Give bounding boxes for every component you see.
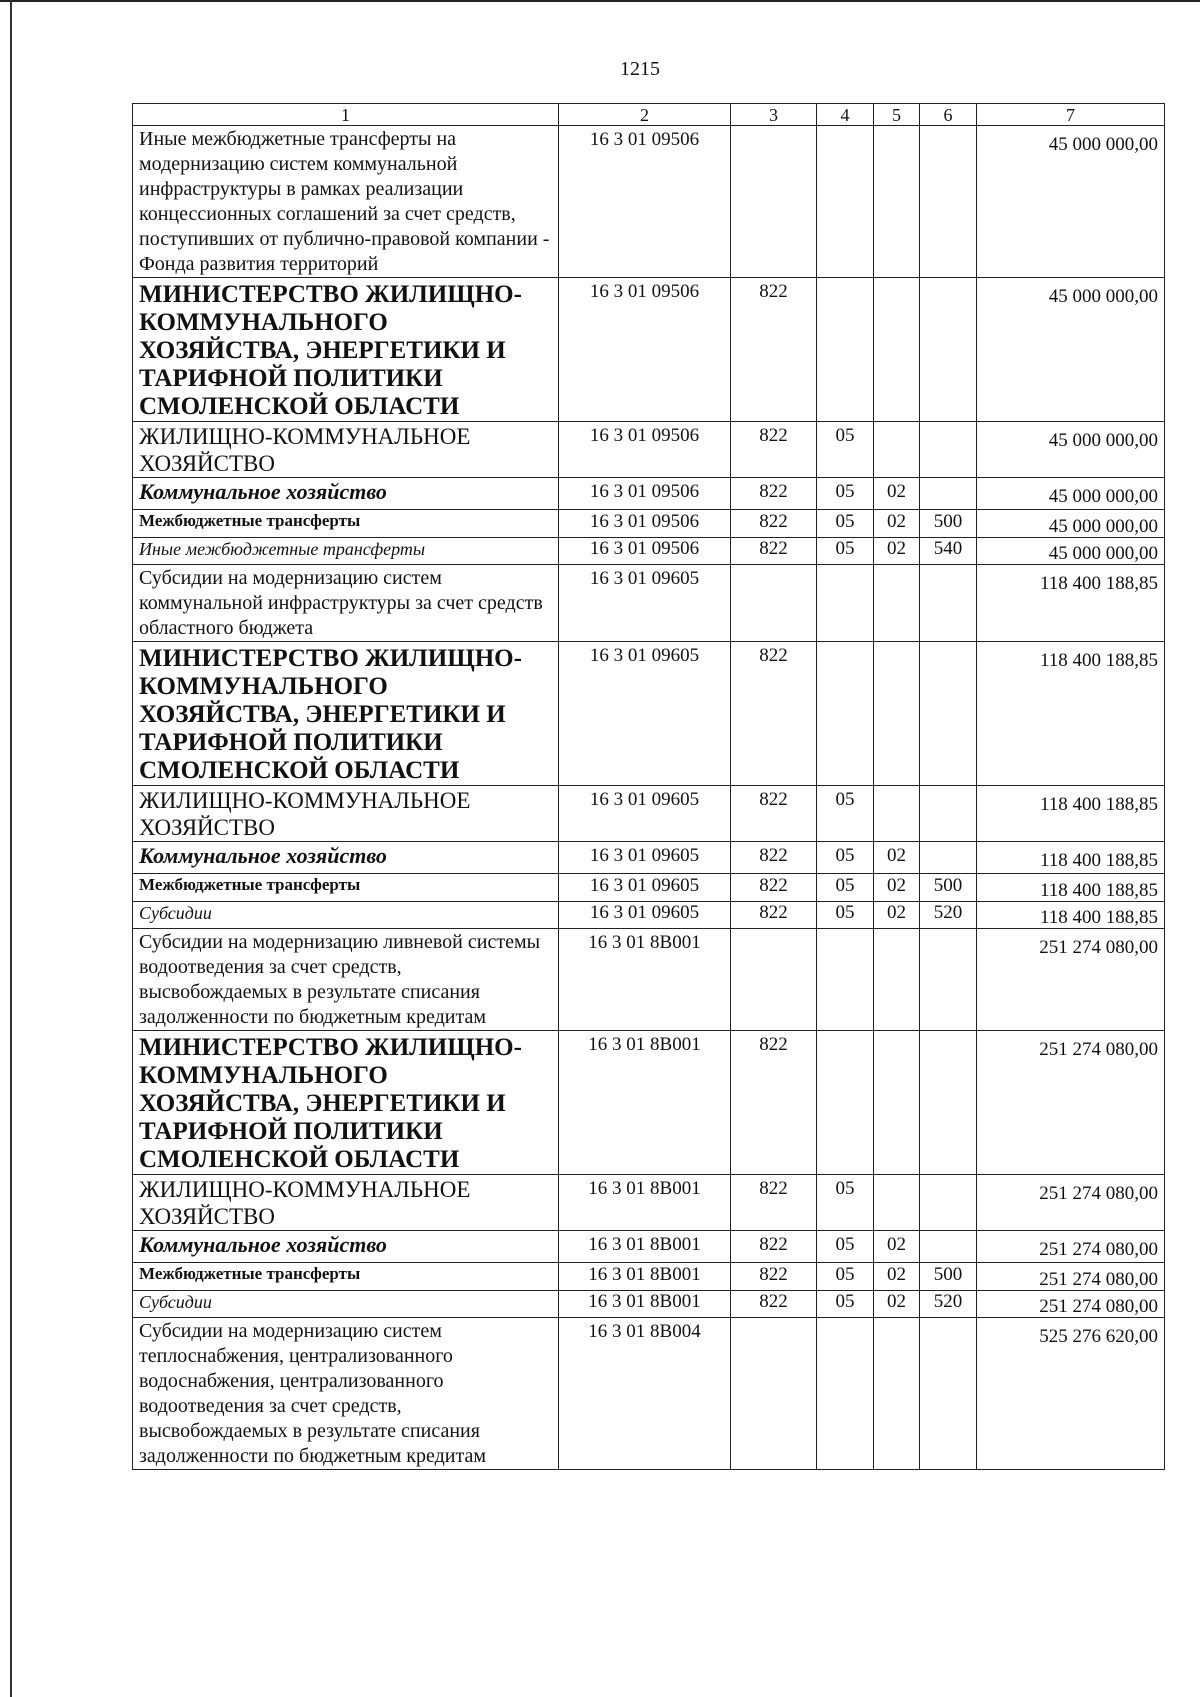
amount-cell: 45 000 000,00: [977, 126, 1165, 278]
row-name-cell: Субсидии на модернизацию ливневой системы водоотведения за счет средств, высвобождаемых в результате списания задолженности по бюджетным кредитам: [133, 929, 559, 1031]
page-number: 1215: [620, 58, 660, 80]
row-name-cell: Субсидии на модернизацию систем теплоснабжения, централизованного водоснабжения, централизованного водоотведения за счет средств, высвобождаемых в результате списания задолженности по бюджетным кредитам: [133, 1318, 559, 1470]
target-code-cell: 16 3 01 8В001: [559, 1291, 731, 1318]
subsection-code-cell: 02: [874, 1291, 920, 1318]
subsection-code-cell: 02: [874, 874, 920, 902]
ministry-code-cell: 822: [731, 1291, 817, 1318]
section-code-cell: [817, 929, 874, 1031]
ministry-code-cell: 822: [731, 510, 817, 538]
section-code-cell: [817, 565, 874, 642]
table-row: [133, 565, 1165, 642]
table-row: [133, 510, 1165, 538]
section-code-cell: [817, 1318, 874, 1470]
row-name-cell: Межбюджетные трансферты: [133, 510, 559, 538]
table-row: [133, 929, 1165, 1031]
subsection-code-cell: [874, 278, 920, 422]
row-name-cell: ЖИЛИЩНО-КОММУНАЛЬНОЕ ХОЗЯЙСТВО: [133, 1175, 559, 1231]
subsection-code-cell: 02: [874, 478, 920, 510]
subsection-code-cell: 02: [874, 510, 920, 538]
amount-cell: 118 400 188,85: [977, 786, 1165, 842]
column-header: 4: [817, 104, 874, 126]
column-header: 2: [559, 104, 731, 126]
ministry-code-cell: 822: [731, 1175, 817, 1231]
subsection-code-cell: [874, 126, 920, 278]
table-header-row: [133, 104, 1165, 126]
ministry-code-cell: 822: [731, 902, 817, 929]
ministry-code-cell: 822: [731, 642, 817, 786]
table-row: [133, 842, 1165, 874]
amount-cell: 118 400 188,85: [977, 642, 1165, 786]
table-row: [133, 786, 1165, 842]
amount-cell: 45 000 000,00: [977, 422, 1165, 478]
row-name-cell: МИНИСТЕРСТВО ЖИЛИЩНО-КОММУНАЛЬНОГО ХОЗЯЙСТВА, ЭНЕРГЕТИКИ И ТАРИФНОЙ ПОЛИТИКИ СМОЛЕНСКОЙ ОБЛАСТИ: [133, 642, 559, 786]
target-code-cell: 16 3 01 09605: [559, 565, 731, 642]
row-name-cell: Субсидии: [133, 902, 559, 929]
target-code-cell: 16 3 01 09506: [559, 126, 731, 278]
subsection-code-cell: [874, 929, 920, 1031]
subsection-code-cell: 02: [874, 1231, 920, 1263]
target-code-cell: 16 3 01 09506: [559, 478, 731, 510]
target-code-cell: 16 3 01 09506: [559, 538, 731, 565]
amount-cell: 45 000 000,00: [977, 538, 1165, 565]
expense-type-cell: [920, 786, 977, 842]
row-name-cell: Коммунальное хозяйство: [133, 478, 559, 510]
section-code-cell: 05: [817, 786, 874, 842]
ministry-code-cell: [731, 126, 817, 278]
subsection-code-cell: [874, 1318, 920, 1470]
expense-type-cell: [920, 842, 977, 874]
table-row: [133, 874, 1165, 902]
section-code-cell: 05: [817, 874, 874, 902]
row-name-cell: Иные межбюджетные трансферты на модернизацию систем коммунальной инфраструктуры в рамках реализации концессионных соглашений за счет средств, поступивших от публично-правовой компании - Фонда развития территорий: [133, 126, 559, 278]
amount-cell: 251 274 080,00: [977, 1175, 1165, 1231]
ministry-code-cell: [731, 929, 817, 1031]
subsection-code-cell: [874, 422, 920, 478]
amount-cell: 251 274 080,00: [977, 1231, 1165, 1263]
target-code-cell: 16 3 01 8В001: [559, 1231, 731, 1263]
column-header: 3: [731, 104, 817, 126]
expense-type-cell: [920, 1318, 977, 1470]
target-code-cell: 16 3 01 09506: [559, 510, 731, 538]
ministry-code-cell: 822: [731, 1231, 817, 1263]
section-code-cell: 05: [817, 1231, 874, 1263]
table-row: [133, 1318, 1165, 1470]
subsection-code-cell: [874, 1175, 920, 1231]
expense-type-cell: [920, 642, 977, 786]
section-code-cell: [817, 126, 874, 278]
amount-cell: 45 000 000,00: [977, 478, 1165, 510]
target-code-cell: 16 3 01 09506: [559, 422, 731, 478]
target-code-cell: 16 3 01 09605: [559, 842, 731, 874]
section-code-cell: 05: [817, 902, 874, 929]
section-code-cell: [817, 278, 874, 422]
ministry-code-cell: 822: [731, 842, 817, 874]
target-code-cell: 16 3 01 8В004: [559, 1318, 731, 1470]
amount-cell: 525 276 620,00: [977, 1318, 1165, 1470]
section-code-cell: 05: [817, 538, 874, 565]
target-code-cell: 16 3 01 09605: [559, 642, 731, 786]
ministry-code-cell: 822: [731, 538, 817, 565]
table-row: [133, 902, 1165, 929]
table-row: [133, 478, 1165, 510]
row-name-cell: Иные межбюджетные трансферты: [133, 538, 559, 565]
amount-cell: 251 274 080,00: [977, 1263, 1165, 1291]
target-code-cell: 16 3 01 09605: [559, 874, 731, 902]
column-header: 1: [133, 104, 559, 126]
amount-cell: 45 000 000,00: [977, 510, 1165, 538]
target-code-cell: 16 3 01 8В001: [559, 1031, 731, 1175]
table-row: [133, 126, 1165, 278]
subsection-code-cell: [874, 642, 920, 786]
row-name-cell: ЖИЛИЩНО-КОММУНАЛЬНОЕ ХОЗЯЙСТВО: [133, 786, 559, 842]
row-name-cell: ЖИЛИЩНО-КОММУНАЛЬНОЕ ХОЗЯЙСТВО: [133, 422, 559, 478]
ministry-code-cell: 822: [731, 1263, 817, 1291]
expense-type-cell: [920, 126, 977, 278]
table-row: [133, 1291, 1165, 1318]
section-code-cell: [817, 1031, 874, 1175]
ministry-code-cell: [731, 1318, 817, 1470]
expense-type-cell: [920, 1175, 977, 1231]
scan-border-top: [0, 0, 1200, 2]
subsection-code-cell: [874, 786, 920, 842]
amount-cell: 251 274 080,00: [977, 929, 1165, 1031]
target-code-cell: 16 3 01 8В001: [559, 929, 731, 1031]
row-name-cell: Субсидии: [133, 1291, 559, 1318]
table-row: [133, 278, 1165, 422]
table-row: [133, 1263, 1165, 1291]
subsection-code-cell: [874, 565, 920, 642]
table-row: [133, 1231, 1165, 1263]
table-body: [133, 104, 1165, 1470]
table-row: [133, 538, 1165, 565]
amount-cell: 251 274 080,00: [977, 1031, 1165, 1175]
budget-table: [132, 103, 1165, 1470]
expense-type-cell: [920, 1231, 977, 1263]
amount-cell: 118 400 188,85: [977, 902, 1165, 929]
table-row: [133, 642, 1165, 786]
expense-type-cell: 500: [920, 510, 977, 538]
subsection-code-cell: [874, 1031, 920, 1175]
ministry-code-cell: [731, 565, 817, 642]
expense-type-cell: [920, 422, 977, 478]
row-name-cell: МИНИСТЕРСТВО ЖИЛИЩНО-КОММУНАЛЬНОГО ХОЗЯЙСТВА, ЭНЕРГЕТИКИ И ТАРИФНОЙ ПОЛИТИКИ СМОЛЕНСКОЙ ОБЛАСТИ: [133, 1031, 559, 1175]
expense-type-cell: 520: [920, 902, 977, 929]
ministry-code-cell: 822: [731, 278, 817, 422]
row-name-cell: Субсидии на модернизацию систем коммунальной инфраструктуры за счет средств областного бюджета: [133, 565, 559, 642]
expense-type-cell: [920, 1031, 977, 1175]
scan-border-left: [10, 0, 12, 1697]
amount-cell: 118 400 188,85: [977, 874, 1165, 902]
expense-type-cell: 500: [920, 1263, 977, 1291]
expense-type-cell: [920, 478, 977, 510]
subsection-code-cell: 02: [874, 842, 920, 874]
ministry-code-cell: 822: [731, 874, 817, 902]
expense-type-cell: [920, 929, 977, 1031]
target-code-cell: 16 3 01 09605: [559, 786, 731, 842]
section-code-cell: 05: [817, 1263, 874, 1291]
ministry-code-cell: 822: [731, 1031, 817, 1175]
target-code-cell: 16 3 01 8В001: [559, 1175, 731, 1231]
row-name-cell: МИНИСТЕРСТВО ЖИЛИЩНО-КОММУНАЛЬНОГО ХОЗЯЙСТВА, ЭНЕРГЕТИКИ И ТАРИФНОЙ ПОЛИТИКИ СМОЛЕНСКОЙ ОБЛАСТИ: [133, 278, 559, 422]
amount-cell: 118 400 188,85: [977, 565, 1165, 642]
table-row: [133, 1175, 1165, 1231]
target-code-cell: 16 3 01 09605: [559, 902, 731, 929]
row-name-cell: Коммунальное хозяйство: [133, 1231, 559, 1263]
expense-type-cell: [920, 565, 977, 642]
section-code-cell: 05: [817, 510, 874, 538]
expense-type-cell: [920, 278, 977, 422]
row-name-cell: Межбюджетные трансферты: [133, 1263, 559, 1291]
amount-cell: 251 274 080,00: [977, 1291, 1165, 1318]
target-code-cell: 16 3 01 8В001: [559, 1263, 731, 1291]
section-code-cell: [817, 642, 874, 786]
section-code-cell: 05: [817, 478, 874, 510]
table-row: [133, 422, 1165, 478]
target-code-cell: 16 3 01 09506: [559, 278, 731, 422]
subsection-code-cell: 02: [874, 902, 920, 929]
section-code-cell: 05: [817, 1175, 874, 1231]
amount-cell: 45 000 000,00: [977, 278, 1165, 422]
subsection-code-cell: 02: [874, 1263, 920, 1291]
ministry-code-cell: 822: [731, 422, 817, 478]
ministry-code-cell: 822: [731, 478, 817, 510]
ministry-code-cell: 822: [731, 786, 817, 842]
subsection-code-cell: 02: [874, 538, 920, 565]
amount-cell: 118 400 188,85: [977, 842, 1165, 874]
column-header: 6: [920, 104, 977, 126]
column-header: 7: [977, 104, 1165, 126]
table-row: [133, 1031, 1165, 1175]
section-code-cell: 05: [817, 1291, 874, 1318]
expense-type-cell: 540: [920, 538, 977, 565]
section-code-cell: 05: [817, 422, 874, 478]
row-name-cell: Коммунальное хозяйство: [133, 842, 559, 874]
column-header: 5: [874, 104, 920, 126]
expense-type-cell: 520: [920, 1291, 977, 1318]
section-code-cell: 05: [817, 842, 874, 874]
expense-type-cell: 500: [920, 874, 977, 902]
row-name-cell: Межбюджетные трансферты: [133, 874, 559, 902]
